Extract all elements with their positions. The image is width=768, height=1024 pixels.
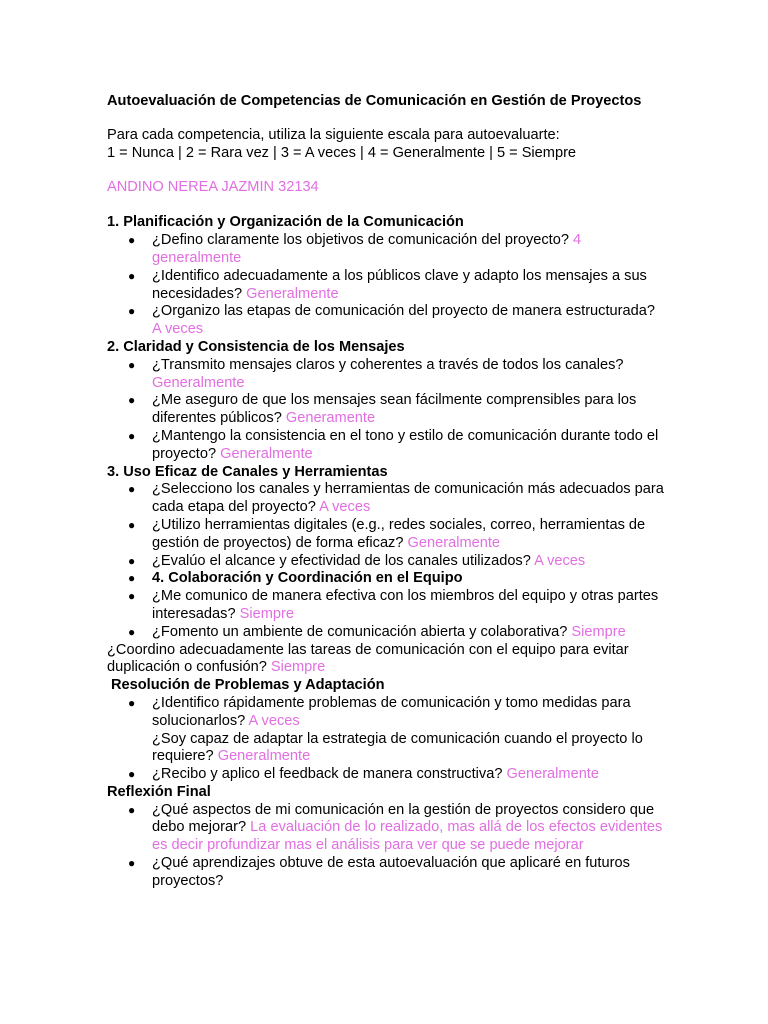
- list-item: [107, 766, 667, 784]
- list-item: [107, 303, 667, 339]
- bullet-icon: ●: [128, 357, 136, 372]
- bullet-icon: ●: [128, 482, 136, 497]
- section-3-list: [107, 481, 667, 641]
- list-item: [107, 357, 667, 393]
- section-4-heading-item: [107, 570, 667, 588]
- section-5-list: [107, 695, 667, 731]
- section-2-list: [107, 357, 667, 464]
- bullet-icon: ●: [128, 802, 136, 817]
- question-text: ¿Transmito mensajes claros y coherentes a través de todos los canales?: [152, 356, 624, 373]
- final-reflection-list: [107, 802, 667, 891]
- answer-text: 4 generalmente: [152, 232, 582, 266]
- final-reflection-heading: Reflexión Final: [107, 783, 211, 800]
- list-item: [107, 517, 667, 553]
- bullet-icon: ●: [128, 428, 136, 443]
- unbulleted-question: [107, 642, 667, 678]
- answer-text: A veces: [152, 321, 204, 338]
- list-item: [107, 268, 667, 304]
- bullet-icon: ●: [128, 268, 136, 283]
- section-5-list-2: [107, 766, 667, 784]
- bullet-icon: ●: [128, 571, 136, 586]
- question-text: ¿Evalúo el alcance y efectividad de los canales utilizados?: [152, 552, 535, 569]
- list-item: [107, 695, 667, 731]
- document-page: [107, 92, 667, 891]
- bullet-icon: ●: [128, 856, 136, 871]
- question-text: ¿Recibo y aplico el feedback de manera constructiva?: [152, 766, 507, 783]
- question-text: ¿Identifico adecuadamente a los públicos clave y adapto los mensajes a sus necesidades?: [152, 267, 647, 302]
- question-text: ¿Fomento un ambiente de comunicación abierta y colaborativa?: [152, 623, 572, 640]
- question-text: ¿Qué aspectos de mi comunicación en la gestión de proyectos considero que debo mejorar?: [152, 801, 655, 836]
- answer-text: A veces: [534, 552, 586, 569]
- section-4-heading: 4. Colaboración y Coordinación en el Equipo: [152, 570, 463, 587]
- answer-text: Generamente: [285, 410, 376, 427]
- list-item: [107, 624, 667, 642]
- list-item: [107, 855, 667, 891]
- bullet-icon: ●: [128, 553, 136, 568]
- list-item: [107, 232, 667, 268]
- bullet-icon: ●: [128, 624, 136, 639]
- list-item: [107, 392, 667, 428]
- question-text: ¿Utilizo herramientas digitales (e.g., redes sociales, correo, herramientas de gestión de proyectos) de forma eficaz?: [152, 516, 646, 551]
- bullet-icon: ●: [128, 304, 136, 319]
- question-text: ¿Organizo las etapas de comunicación del proyecto de manera estructurada?: [152, 303, 655, 320]
- bullet-icon: ●: [128, 589, 136, 604]
- continuation-question: [107, 731, 667, 767]
- answer-text: Siempre: [571, 623, 626, 640]
- question-text: ¿Me aseguro de que los mensajes sean fácilmente comprensibles para los diferentes públicos?: [152, 392, 637, 427]
- answer-text: A veces: [319, 499, 371, 516]
- question-text: ¿Identifico rápidamente problemas de comunicación y tomo medidas para solucionarlos?: [152, 694, 631, 729]
- bullet-icon: ●: [128, 767, 136, 782]
- question-text: ¿Selecciono los canales y herramientas de comunicación más adecuados para cada etapa del proyecto?: [152, 481, 664, 516]
- bullet-icon: ●: [128, 233, 136, 248]
- question-text: ¿Qué aprendizajes obtuve de esta autoevaluación que aplicaré en futuros proyectos?: [152, 855, 630, 889]
- list-item: [107, 553, 667, 571]
- section-1-list: [107, 232, 667, 339]
- student-name: ANDINO NEREA JAZMIN 32134: [107, 178, 319, 195]
- answer-text: Generalmente: [152, 374, 245, 391]
- question-text: ¿Me comunico de manera efectiva con los miembros del equipo y otras partes interesadas?: [152, 588, 659, 622]
- intro-scale: 1 = Nunca | 2 = Rara vez | 3 = A veces | 4 = Generalmente | 5 = Siempre: [107, 144, 577, 161]
- list-item: [107, 588, 667, 624]
- section-2-heading: 2. Claridad y Consistencia de los Mensajes: [107, 338, 405, 355]
- answer-text: A veces: [248, 712, 300, 729]
- question-text: ¿Coordino adecuadamente las tareas de comunicación con el equipo para evitar duplicación o confusión?: [107, 641, 629, 676]
- list-item: [107, 481, 667, 517]
- list-item: [107, 802, 667, 855]
- bullet-icon: ●: [128, 517, 136, 532]
- answer-text: Generalmente: [217, 748, 311, 765]
- list-item: [107, 428, 667, 464]
- section-5-heading: Resolución de Problemas y Adaptación: [111, 677, 385, 694]
- intro-instructions: Para cada competencia, utiliza la siguiente escala para autoevaluarte:: [107, 127, 560, 143]
- question-text: ¿Defino claramente los objetivos de comunicación del proyecto?: [152, 232, 574, 249]
- section-3-heading: 3. Uso Eficaz de Canales y Herramientas: [107, 463, 388, 480]
- answer-text: La evaluación de lo realizado, mas allá de los efectos evidentes es decir profundizar mas el análisis para ver que se puede mejorar: [152, 819, 663, 854]
- answer-text: Siempre: [239, 605, 294, 622]
- bullet-icon: ●: [128, 695, 136, 710]
- answer-text: Generalmente: [220, 445, 313, 462]
- document-title: Autoevaluación de Competencias de Comunicación en Gestión de Proyectos: [107, 93, 642, 109]
- answer-text: Generalmente: [506, 766, 599, 783]
- answer-text: Generalmente: [246, 285, 339, 302]
- question-text: ¿Mantengo la consistencia en el tono y estilo de comunicación durante todo el proyecto?: [152, 427, 659, 462]
- answer-text: Siempre: [270, 659, 326, 676]
- question-text: ¿Soy capaz de adaptar la estrategia de comunicación cuando el proyecto lo requiere?: [152, 730, 643, 765]
- bullet-icon: ●: [128, 393, 136, 408]
- section-1-heading: 1. Planificación y Organización de la Comunicación: [107, 214, 464, 231]
- answer-text: Generalmente: [407, 534, 501, 551]
